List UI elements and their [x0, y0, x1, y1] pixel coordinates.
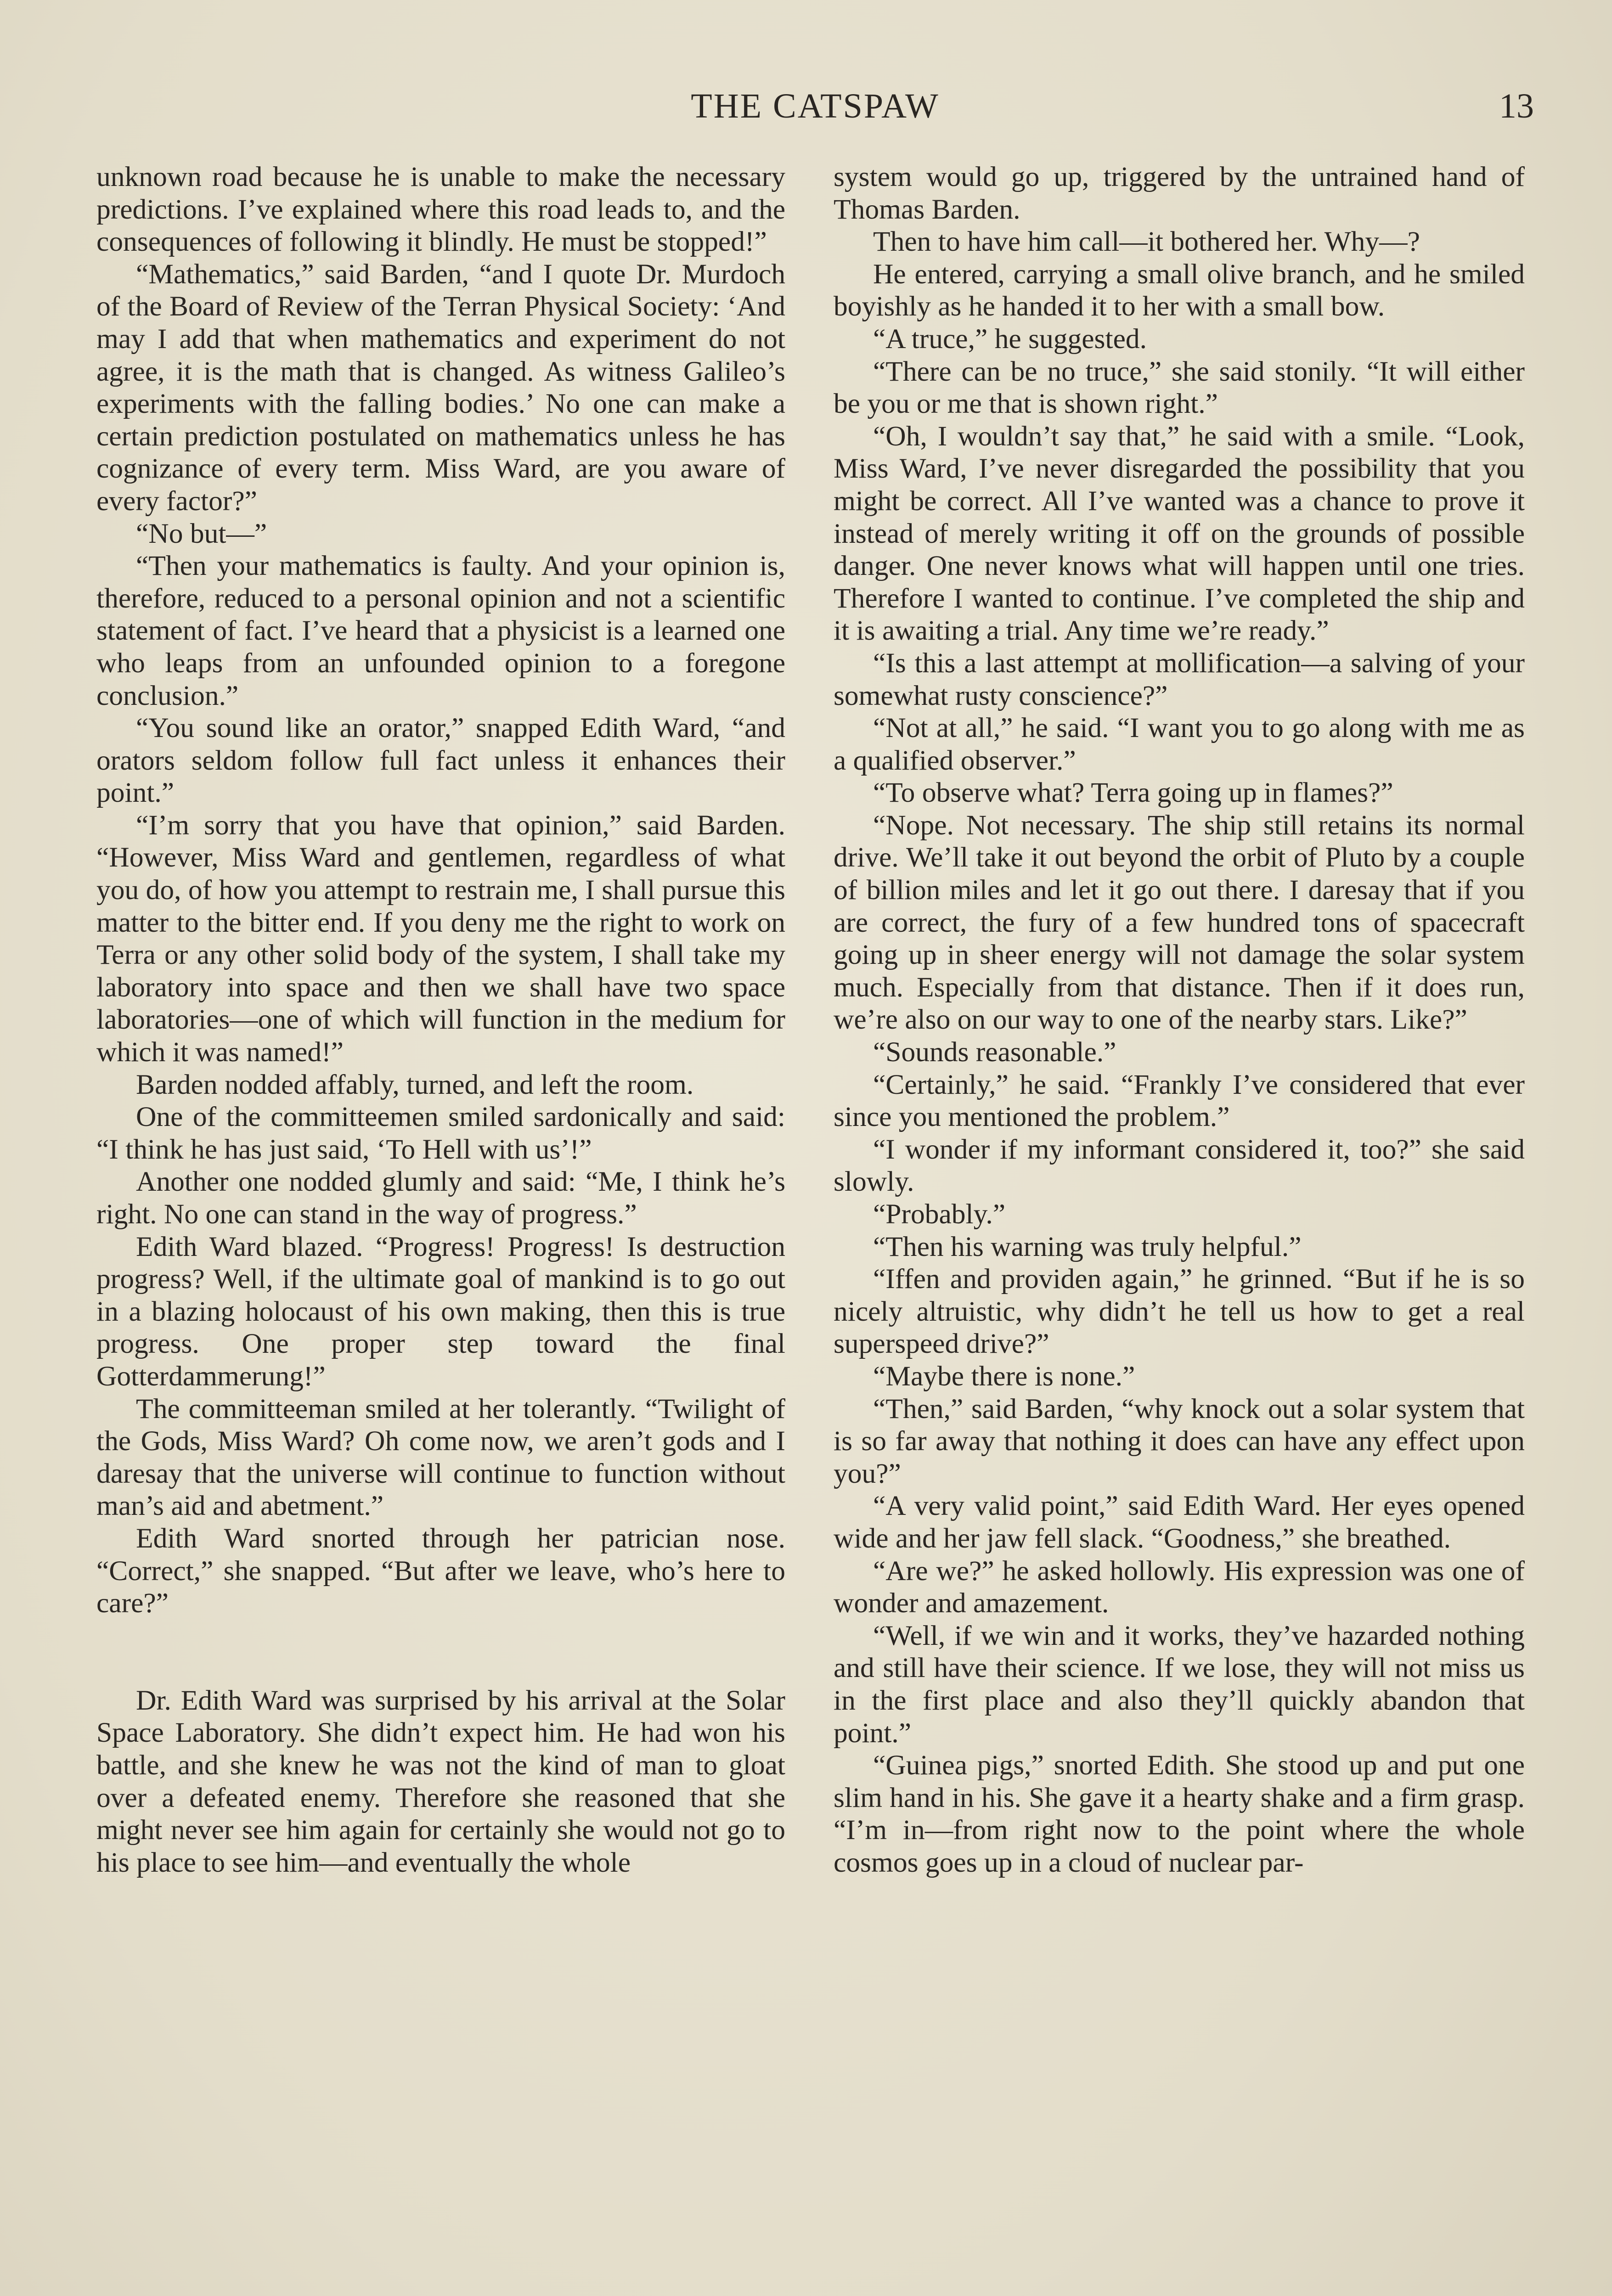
paragraph: “Then,” said Barden, “why knock out a solar system that is so far away that nothing it does can have any effect upon you?” — [834, 1393, 1525, 1489]
paragraph: “Certainly,” he said. “Frankly I’ve considered that ever since you mentioned the problem.” — [834, 1069, 1525, 1133]
paragraph: Dr. Edith Ward was surprised by his arrival at the Solar Space Laboratory. She didn’t expect him. He had won his battle, and she knew he was not the kind of man to gloat over a defeated enemy. Therefore she reasoned that she might never see him again for certainly she would not go to his place to see him—and eventually the whole — [96, 1684, 785, 1878]
paragraph: “A very valid point,” said Edith Ward. Her eyes opened wide and her jaw fell slack. “Goodness,” she breathed. — [834, 1490, 1525, 1554]
paragraph: He entered, carrying a small olive branch, and he smiled boyishly as he handed it to her with a small bow. — [834, 258, 1525, 322]
paragraph: “Is this a last attempt at mollification—a salving of your somewhat rusty conscience?” — [834, 647, 1525, 711]
paragraph: “Are we?” he asked hollowly. His expression was one of wonder and amazement. — [834, 1555, 1525, 1619]
paragraph: “Then his warning was truly helpful.” — [873, 1231, 1302, 1262]
paragraph: system would go up, triggered by the untrained hand of Thomas Barden. — [834, 161, 1525, 225]
paragraph: Then to have him call—it bothered her. Why—? — [873, 226, 1420, 258]
paragraph: The committeeman smiled at her tolerantly. “Twilight of the Gods, Miss Ward? Oh come now, we aren’t gods and I daresay that the universe will continue to function without man’s aid and abetment.” — [96, 1393, 785, 1522]
page-number: 13 — [1499, 87, 1534, 125]
paragraph: Edith Ward snorted through her patrician nose. “Correct,” she snapped. “But after we leave, who’s here to care?” — [96, 1522, 785, 1619]
paragraph: “No but—” — [136, 518, 267, 549]
paragraph: Edith Ward blazed. “Progress! Progress! Is destruction progress? Well, if the ultimate goal of mankind is to go out in a blazing holocaust of his own making, then this is true progress. One proper step toward the final Gotterdammerung!” — [96, 1231, 785, 1392]
paragraph: “Nope. Not necessary. The ship still retains its normal drive. We’ll take it out beyond the orbit of Pluto by a couple of billion miles and let it go out there. I daresay that if you are correct, the fury of a few hundred tons of spacecraft going up in sheer energy will not damage the solar system much. Especially from that distance. Then if it does run, we’re also on our way to one of the nearby stars. Like?” — [834, 809, 1525, 1035]
paragraph: “Mathematics,” said Barden, “and I quote Dr. Murdoch of the Board of Review of the Terran Physical Society: ‘And may I add that when mathematics and experiment do not agree, it is the math that is changed. As witness Galileo’s experiments with the falling bodies.’ No one can make a certain prediction postulated on mathematics unless he has cognizance of every term. Miss Ward, are you aware of every factor?” — [96, 258, 785, 517]
paragraph: Another one nodded glumly and said: “Me, I think he’s right. No one can stand in the way of progress.” — [96, 1166, 785, 1230]
paragraph: “Not at all,” he said. “I want you to go along with me as a qualified observer.” — [834, 712, 1525, 776]
right-column — [834, 161, 1525, 2296]
paragraph: “Guinea pigs,” snorted Edith. She stood up and put one slim hand in his. She gave it a hearty shake and a firm grasp. “I’m in—from right now to the point where the whole cosmos goes up in a cloud of nuclear par- — [834, 1750, 1525, 1878]
paragraph: “To observe what? Terra going up in flames?” — [873, 777, 1393, 809]
paragraph: “Oh, I wouldn’t say that,” he said with a smile. “Look, Miss Ward, I’ve never disregarded the possibility that you might be correct. All I’ve wanted was a chance to prove it instead of merely writing it off on the grounds of possible danger. One never knows what will happen until one tries. Therefore I wanted to continue. I’ve completed the ship and it is awaiting a trial. Any time we’re ready.” — [834, 420, 1525, 647]
paragraph: “Sounds reasonable.” — [873, 1036, 1116, 1068]
paragraph: Barden nodded affably, turned, and left the room. — [136, 1069, 694, 1100]
paragraph: “There can be no truce,” she said stonily. “It will either be you or me that is shown right.” — [834, 355, 1525, 420]
page-header — [96, 86, 1534, 137]
paragraph: “Then your mathematics is faulty. And your opinion is, therefore, reduced to a personal opinion and not a scientific statement of fact. I’ve heard that a physicist is a learned one who leaps from an unfounded opinion to a foregone conclusion.” — [96, 550, 785, 711]
section-break — [96, 1620, 785, 1684]
paragraph: “A truce,” he suggested. — [873, 323, 1147, 355]
paragraph: “Maybe there is none.” — [873, 1360, 1135, 1392]
paragraph: “Iffen and providen again,” he grinned. “But if he is so nicely altruistic, why didn’t he tell us how to get a real superspeed drive?” — [834, 1263, 1525, 1360]
paragraph: One of the committeemen smiled sardonically and said: “I think he has just said, ‘To Hell with us’!” — [96, 1101, 785, 1165]
paragraph: “I’m sorry that you have that opinion,” said Barden. “However, Miss Ward and gentlemen, regardless of what you do, of how you attempt to restrain me, I shall pursue this matter to the bitter end. If you deny me the right to work on Terra or any other solid body of the system, I shall take my laboratory into space and then we shall have two space laboratories—one of which will function in the medium for which it was named!” — [96, 809, 785, 1068]
paragraph: “Probably.” — [873, 1199, 1006, 1230]
running-title: THE CATSPAW — [691, 87, 940, 125]
left-column — [96, 161, 785, 2296]
paragraph: “You sound like an orator,” snapped Edith Ward, “and orators seldom follow full fact unless it enhances their point.” — [96, 712, 785, 809]
paragraph: “Well, if we win and it works, they’ve hazarded nothing and still have their science. If we lose, they will not miss us in the first place and also they’ll quickly abandon that point.” — [834, 1620, 1525, 1749]
paragraph: unknown road because he is unable to make the necessary predictions. I’ve explained where this road leads to, and the consequences of following it blindly. He must be stopped!” — [96, 161, 785, 258]
paragraph: “I wonder if my informant considered it, too?” she said slowly. — [834, 1133, 1525, 1198]
